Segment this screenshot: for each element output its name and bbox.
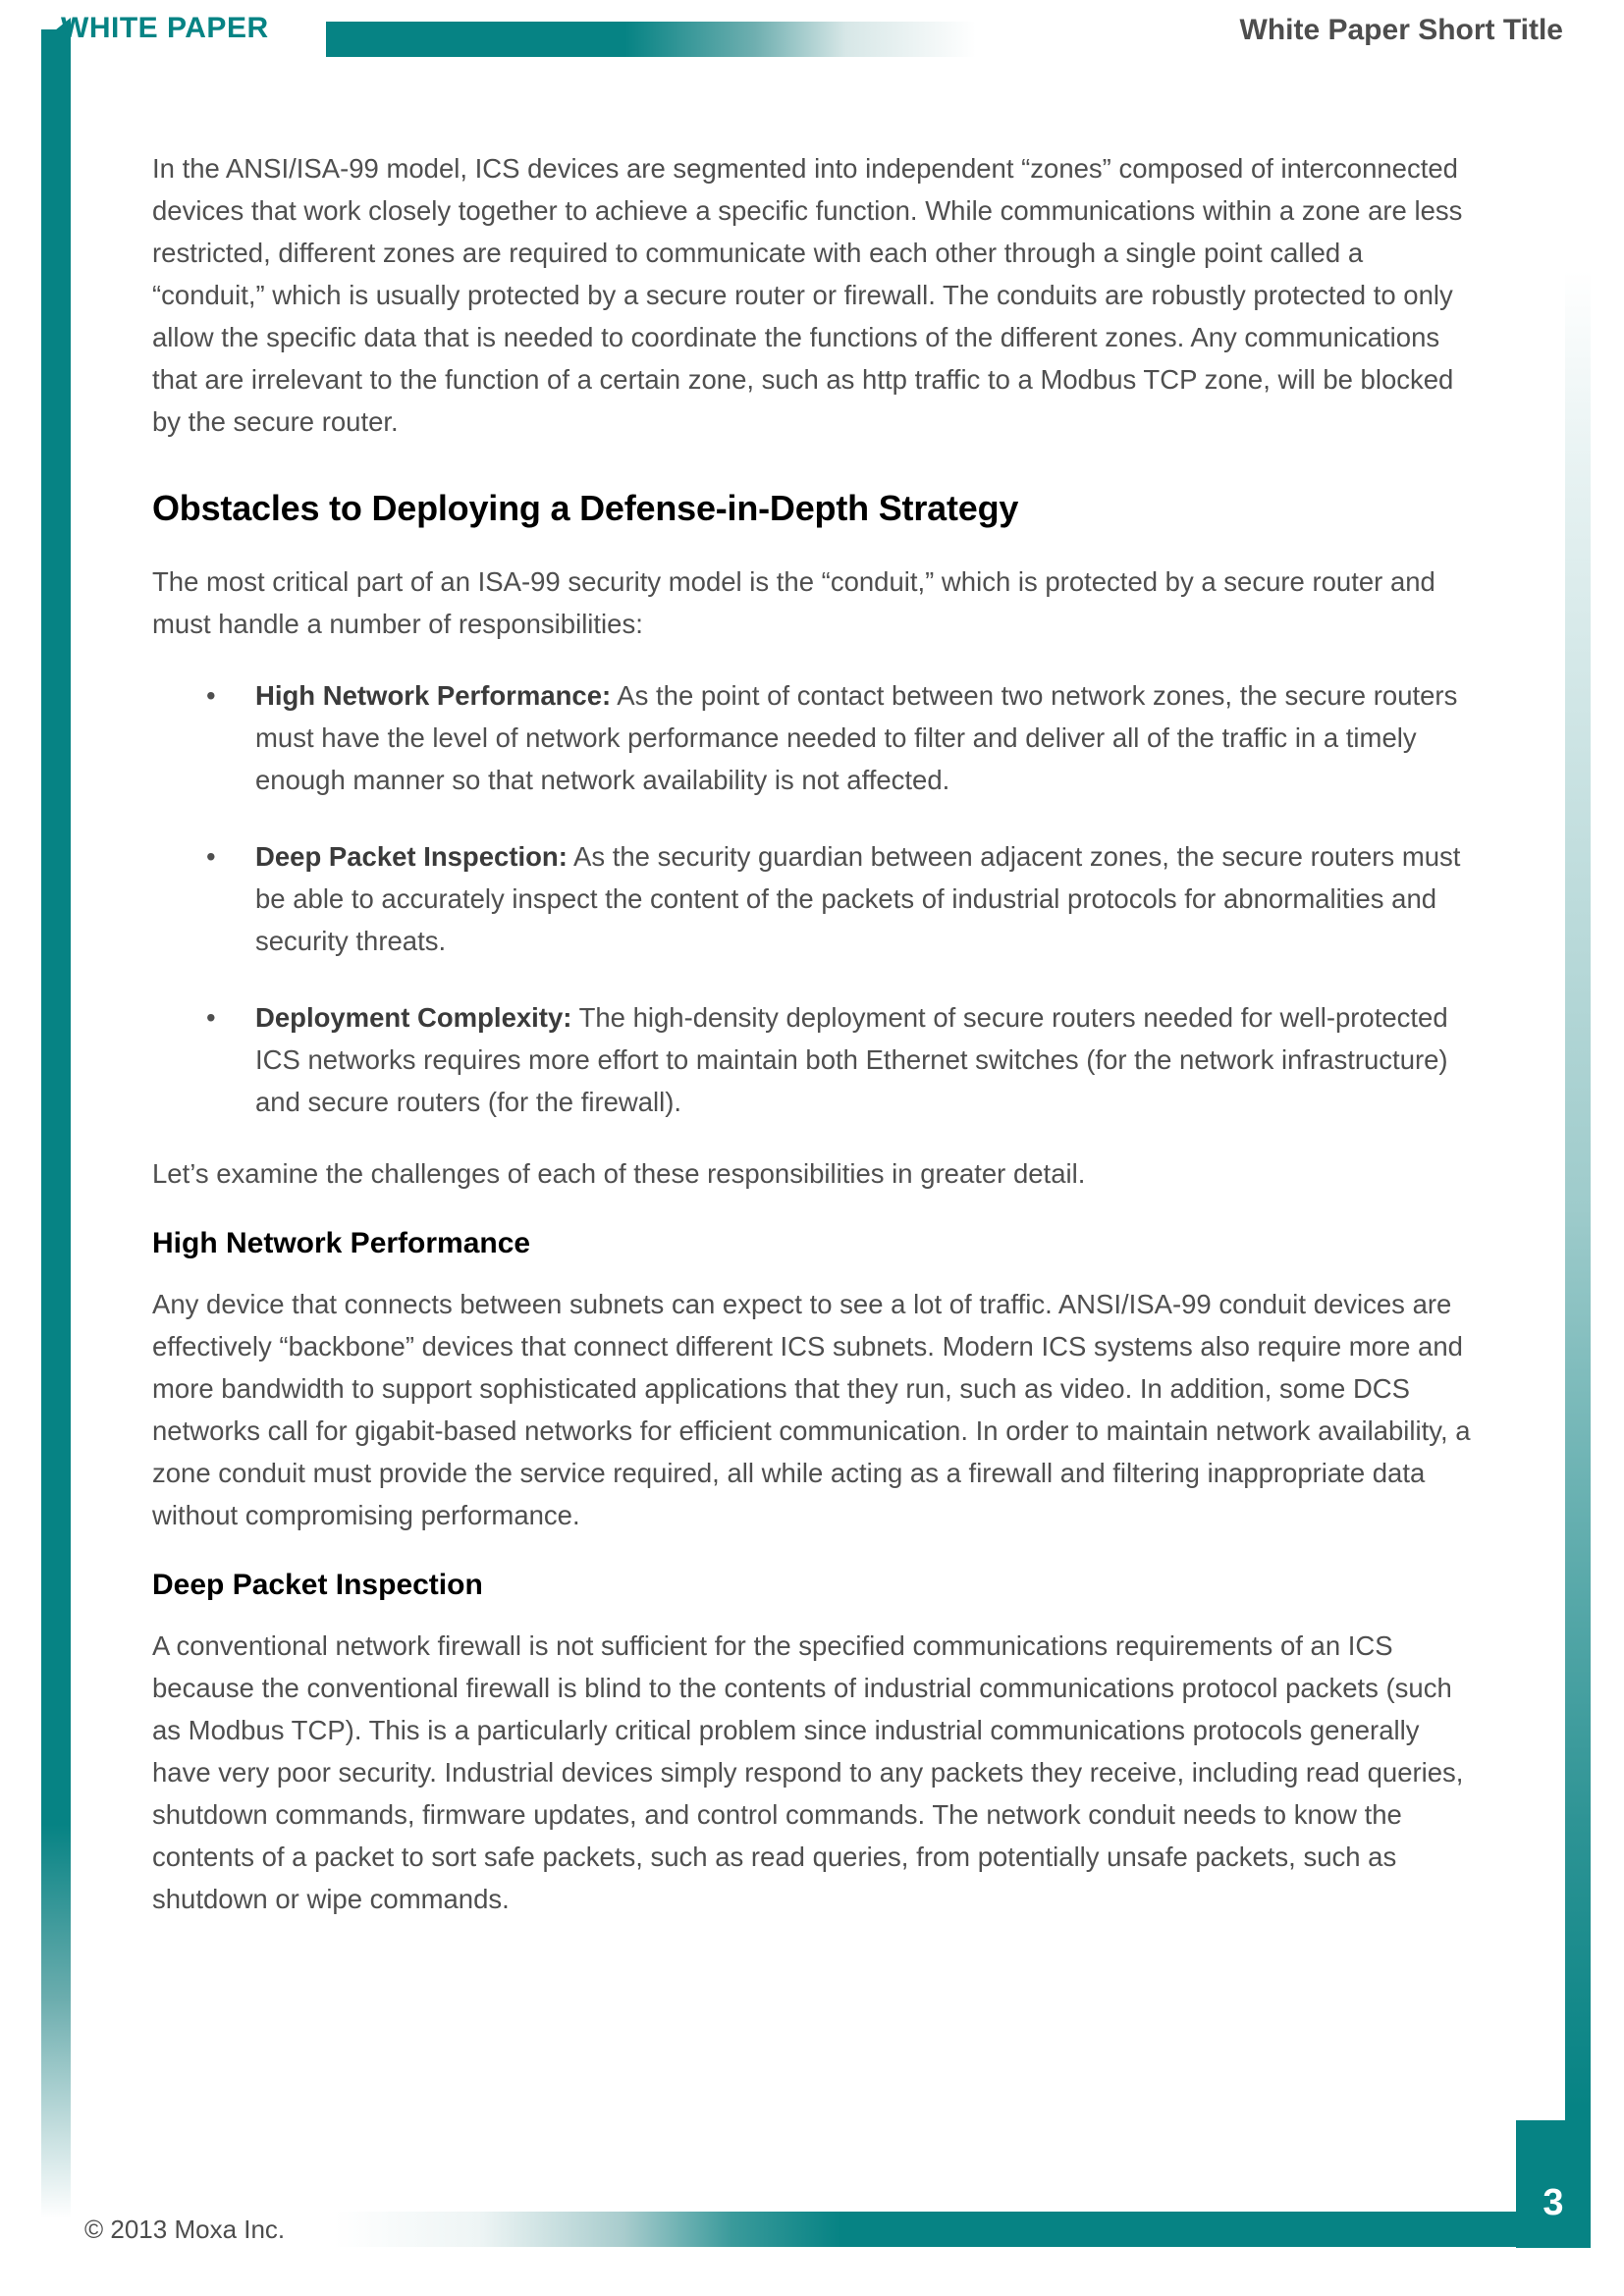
intro-paragraph: In the ANSI/ISA-99 model, ICS devices are segmented into independent “zones” composed of interconnected devices that work closely together to achieve a specific function. While communications within a zone are less restricted, different zones are required to communicate with each other through a single point called a “conduit,” which is usually protected by a secure router or firewall. The conduits are robustly protected to only allow the specific data that is needed to coordinate the functions of the different zones. Any communications that are irrelevant to the function of a certain zone, such as http traffic to a Modbus TCP zone, will be blocked by the secure router. (152, 153, 1463, 437)
page-number: 3 (1543, 2182, 1564, 2223)
header-kicker-label: WHITE PAPER (61, 12, 269, 44)
spacer (152, 1123, 1473, 1152)
footer-accent-bar (334, 2212, 1542, 2247)
spacer (152, 1263, 1473, 1283)
list-item (152, 835, 1473, 962)
list-item (152, 674, 1473, 801)
list-item-lead: Deep Packet Inspection: (255, 841, 568, 872)
subsection-one-paragraph: Any device that connects between subnets can expect to see a lot of traffic. ANSI/ISA-99 conduit devices are effectively “backbone” devices that connect different ICS subnets. Modern ICS systems also require more and more bandwidth to support sophisticated applications that they run, such as video. In addition, some DCS networks call for gigabit-based networks for efficient communication. In order to maintain network availability, a zone conduit must provide the service required, all while acting as a firewall and filtering inappropriate data without compromising performance. (152, 1289, 1471, 1530)
subsection-one-heading: High Network Performance (152, 1227, 531, 1259)
subsection-two-paragraph: A conventional network firewall is not sufficient for the specified communications requirements of an ICS because the conventional firewall is blind to the contents of industrial communications protocol packets (such as Modbus TCP). This is a particularly critical problem since industrial communications protocols generally have very poor security. Industrial devices simply respond to any packets they receive, including read queries, shutdown commands, firmware updates, and control commands. The network conduit needs to know the contents of a packet to sort safe packets, such as read queries, from potentially unsafe packets, such as shutdown or wipe commands. (152, 1630, 1464, 1914)
list-item-rest: As the point of contact between two network zones, the secure routers must have the level of network performance needed to filter and deliver all of the traffic in a timely enough manner so that network availability is not affected. (255, 680, 1458, 795)
list-item-lead: High Network Performance: (255, 680, 612, 711)
section-intro-paragraph: The most critical part of an ISA-99 security model is the “conduit,” which is protected by a secure router and must handle a number of responsibilities: (152, 566, 1435, 639)
list-item-rest: The high-density deployment of secure routers needed for well-protected ICS networks requires more effort to maintain both Ethernet switches (for the network infrastructure) and secure routers (for the firewall). (255, 1002, 1448, 1117)
header-document-title: White Paper Short Title (1239, 14, 1563, 46)
subsection-two-heading: Deep Packet Inspection (152, 1569, 483, 1601)
spacer (152, 1195, 1473, 1224)
page-header (0, 0, 1624, 69)
left-accent-rail (41, 29, 71, 2218)
section-heading: Obstacles to Deploying a Defense-in-Depth Strategy (152, 488, 1019, 528)
bullet-icon: • (206, 1002, 216, 1033)
bullet-icon: • (206, 680, 216, 711)
list-item-text (255, 835, 1473, 962)
spacer (152, 645, 1473, 674)
spacer (152, 531, 1473, 561)
spacer (152, 443, 1473, 486)
list-item (152, 996, 1473, 1123)
right-accent-rail (1565, 147, 1591, 2189)
list-item-rest: As the security guardian between adjacent zones, the secure routers must be able to accurately inspect the content of the packets of industrial protocols for abnormalities and security threats. (255, 841, 1461, 956)
footer-copyright: © 2013 Moxa Inc. (84, 2215, 286, 2244)
document-body (152, 147, 1473, 1920)
bullet-icon: • (206, 841, 216, 872)
transition-paragraph: Let’s examine the challenges of each of these responsibilities in greater detail. (152, 1158, 1086, 1189)
spacer (152, 1605, 1473, 1625)
list-item-lead: Deployment Complexity: (255, 1002, 572, 1033)
responsibilities-list (152, 674, 1473, 1123)
spacer (152, 1536, 1473, 1566)
header-accent-bar (326, 22, 976, 57)
list-item-text (255, 996, 1473, 1123)
list-item-text (255, 674, 1473, 801)
